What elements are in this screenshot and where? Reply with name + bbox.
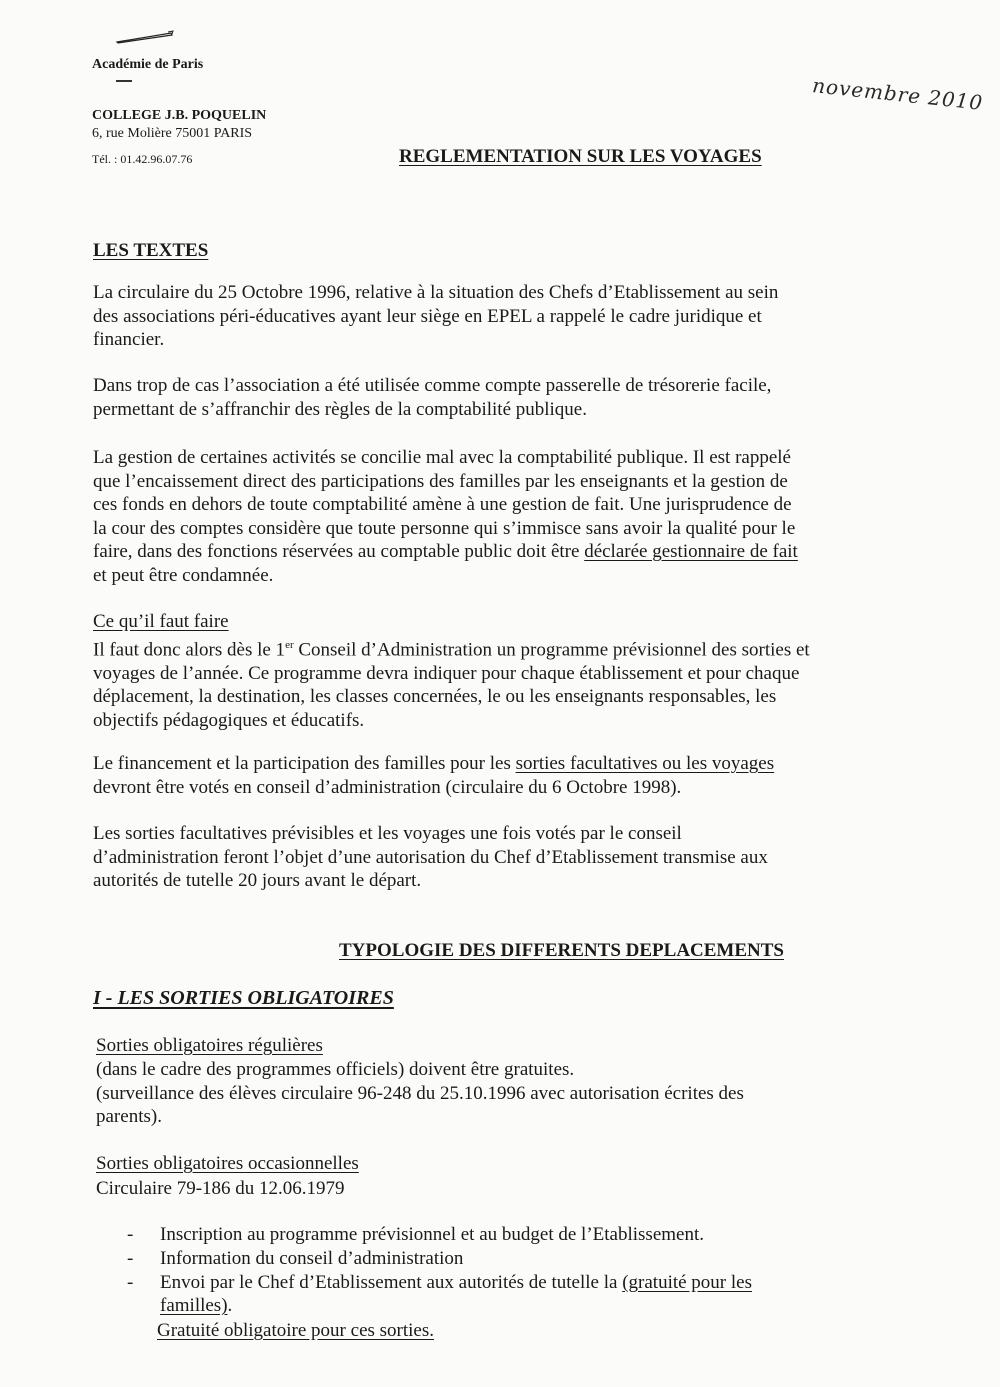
paragraph-circulaire bbox=[93, 281, 893, 352]
paragraph-financement bbox=[93, 752, 893, 799]
bullet-text: Information du conseil d’administration bbox=[160, 1248, 464, 1269]
section-heading-typologie: TYPOLOGIE DES DIFFERENTS DEPLACEMENTS bbox=[339, 940, 784, 961]
heading-regulieres: Sorties obligatoires régulières bbox=[96, 1035, 323, 1056]
pen-logo-icon bbox=[115, 30, 175, 44]
page-title: REGLEMENTATION SUR LES VOYAGES bbox=[399, 146, 762, 167]
text-line: Les sorties facultatives prévisibles et les voyages une fois votés par le conseil bbox=[93, 823, 682, 844]
paragraph-regulieres bbox=[96, 1058, 896, 1129]
text-line: parents). bbox=[96, 1106, 162, 1127]
underlined-familles: familles) bbox=[160, 1295, 228, 1316]
text-line: la cour des comptes considère que toute personne qui s’immisce sans avoir la qualité pour le bbox=[93, 517, 796, 539]
text-fragment: faire, dans des fonctions réservées au comptable public doit être bbox=[93, 541, 585, 562]
bullet-marker: - bbox=[127, 1272, 134, 1293]
section-heading-textes: LES TEXTES bbox=[93, 240, 209, 261]
text-line: (surveillance des élèves circulaire 96-248 du 25.10.1996 avec autorisation écrites des bbox=[96, 1082, 744, 1104]
bullet-text bbox=[160, 1271, 752, 1295]
academie-label: Académie de Paris bbox=[92, 57, 204, 72]
text-fragment: . bbox=[227, 1295, 233, 1316]
text-line: devront être votés en conseil d’administration (circulaire du 6 Octobre 1998). bbox=[93, 776, 682, 798]
text-line: voyages de l’année. Ce programme devra indiquer pour chaque établissement et pour chaque bbox=[93, 662, 800, 684]
college-address: 6, rue Molière 75001 PARIS bbox=[92, 126, 253, 141]
text-fragment: Le financement et la participation des familles pour les bbox=[93, 753, 516, 774]
bullet-marker: - bbox=[127, 1248, 134, 1269]
bullet-marker: - bbox=[127, 1224, 134, 1245]
text-line bbox=[93, 752, 893, 776]
text-line: permettant de s’affranchir des règles de la comptabilité publique. bbox=[93, 398, 587, 420]
paragraph-association bbox=[93, 374, 893, 421]
underlined-gestionnaire: déclarée gestionnaire de fait bbox=[584, 541, 798, 562]
text-line: (dans le cadre des programmes officiels) doivent être gratuites. bbox=[96, 1059, 575, 1080]
list-item bbox=[0, 1223, 1000, 1247]
paragraph-gestion bbox=[93, 446, 893, 587]
section-heading-faire: Ce qu’il faut faire bbox=[93, 611, 229, 632]
underlined-sorties-facultatives: sorties facultatives ou les voyages bbox=[515, 753, 775, 774]
text-line: d’administration feront l’objet d’une autorisation du Chef d’Etablissement transmise aux bbox=[93, 846, 768, 868]
text-fragment: Envoi par le Chef d’Etablissement aux autorités de tutelle la bbox=[160, 1272, 623, 1293]
text-line: La gestion de certaines activités se concilie mal avec la comptabilité publique. Il est rappelé bbox=[93, 447, 791, 468]
text-line: autorités de tutelle 20 jours avant le départ. bbox=[93, 870, 422, 891]
text-fragment: Il faut donc alors dès le 1 bbox=[93, 639, 286, 661]
text-line: Dans trop de cas l’association a été utilisée comme compte passerelle de trésorerie facile, bbox=[93, 375, 772, 396]
bullet-text: Inscription au programme prévisionnel et au budget de l’Etablissement. bbox=[160, 1224, 704, 1245]
text-line: objectifs pédagogiques et éducatifs. bbox=[93, 709, 365, 731]
text-line: déplacement, la destination, les classes concernées, le ou les enseignants responsables, les bbox=[93, 686, 777, 708]
bullet-text-continued bbox=[160, 1294, 232, 1318]
college-phone: Tél. : 01.42.96.07.76 bbox=[92, 152, 193, 166]
text-line: ces fonds en dehors de toute comptabilité amène à une gestion de fait. Une jurisprudence de bbox=[93, 494, 792, 515]
text-line bbox=[93, 540, 893, 564]
text-line: financier. bbox=[93, 329, 165, 350]
heading-occasionnelles: Sorties obligatoires occasionnelles bbox=[96, 1153, 359, 1174]
text-line bbox=[93, 634, 893, 662]
final-note: Gratuité obligatoire pour ces sorties. bbox=[157, 1320, 435, 1341]
paragraph-programme bbox=[93, 634, 893, 732]
text-line: que l’encaissement direct des participations des familles par les enseignants et la gestion de bbox=[93, 470, 788, 492]
header-dash bbox=[116, 80, 132, 82]
text-line: La circulaire du 25 Octobre 1996, relative à la situation des Chefs d’Etablissement au sein bbox=[93, 282, 779, 303]
list-item bbox=[0, 1271, 1000, 1319]
underlined-gratuite: (gratuité pour les bbox=[622, 1272, 752, 1293]
text-fragment: Conseil d’Administration un programme prévisionnel des sorties et bbox=[293, 639, 810, 661]
text-line: et peut être condamnée. bbox=[93, 564, 274, 586]
section-heading-sorties-obligatoires: I - LES SORTIES OBLIGATOIRES bbox=[93, 987, 394, 1009]
paragraph-autorisation bbox=[93, 822, 893, 893]
superscript: er bbox=[285, 639, 294, 651]
list-item bbox=[0, 1247, 1000, 1271]
text-line: des associations péri-éducatives ayant leur siège en EPEL a rappelé le cadre juridique et bbox=[93, 305, 762, 327]
college-name: COLLEGE J.B. POQUELIN bbox=[92, 108, 267, 123]
handwritten-date: novembre 2010 bbox=[811, 73, 985, 115]
circulaire-reference: Circulaire 79-186 du 12.06.1979 bbox=[96, 1178, 345, 1199]
